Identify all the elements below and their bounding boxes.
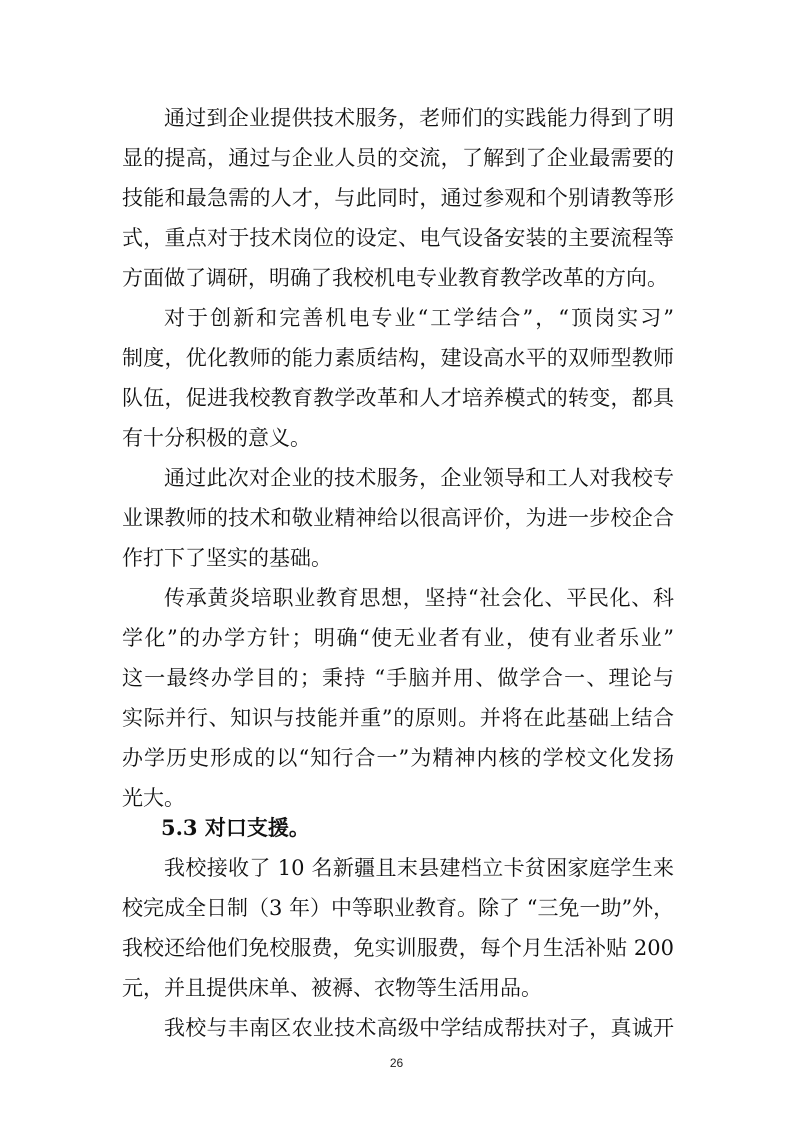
- paragraph-line: 实际并行、知识与技能并重”的原则。并将在此基础上结合: [122, 706, 674, 730]
- paragraph-line: 式，重点对于技术岗位的设定、电气设备安装的主要流程等: [122, 226, 674, 250]
- paragraph-line: 显的提高，通过与企业人员的交流，了解到了企业最需要的: [122, 146, 674, 170]
- paragraph-line: 技能和最急需的人才，与此同时，通过参观和个别请教等形: [122, 186, 674, 210]
- paragraph-line: 校完成全日制（3 年）中等职业教育。除了 “三免一助”外，: [122, 896, 675, 920]
- paragraph-line: 方面做了调研，明确了我校机电专业教育教学改革的方向。: [122, 266, 668, 290]
- paragraph-line: 传承黄炎培职业教育思想，坚持“社会化、平民化、科: [164, 586, 674, 610]
- paragraph-line: 制度，优化教师的能力素质结构，建设高水平的双师型教师: [122, 346, 674, 370]
- paragraph-line: 我校接收了 10 名新疆且末县建档立卡贫困家庭学生来: [164, 856, 674, 880]
- paragraph-line: 我校还给他们免校服费，免实训服费，每个月生活补贴 200: [122, 936, 674, 960]
- paragraph-line: 这一最终办学目的；秉持 “手脑并用、做学合一、理论与: [122, 666, 674, 690]
- paragraph-line: 元，并且提供床单、被褥、衣物等生活用品。: [122, 976, 542, 1000]
- paragraph-line: 有十分积极的意义。: [122, 426, 311, 450]
- paragraph-line: 我校与丰南区农业技术高级中学结成帮扶对子，真诚开: [164, 1016, 674, 1040]
- paragraph-line: 学化”的办学方针；明确“使无业者有业，使有业者乐业”: [122, 626, 674, 650]
- paragraph-line: 作打下了坚实的基础。: [122, 546, 332, 570]
- paragraph-line: 通过到企业提供技术服务，老师们的实践能力得到了明: [164, 106, 674, 130]
- page-number: 26: [389, 1056, 404, 1070]
- paragraph-line: 光大。: [122, 786, 185, 810]
- paragraph-line: 办学历史形成的以“知行合一”为精神内核的学校文化发扬: [122, 746, 674, 770]
- paragraph-line: 队伍，促进我校教育教学改革和人才培养模式的转变，都具: [122, 386, 674, 410]
- paragraph-line: 对于创新和完善机电专业“工学结合”，“顶岗实习”: [164, 306, 674, 330]
- paragraph-line: 通过此次对企业的技术服务，企业领导和工人对我校专: [164, 466, 674, 490]
- section-heading: 5.3 对口支援。: [161, 815, 310, 840]
- paragraph-line: 业课教师的技术和敬业精神给以很高评价，为进一步校企合: [122, 506, 674, 530]
